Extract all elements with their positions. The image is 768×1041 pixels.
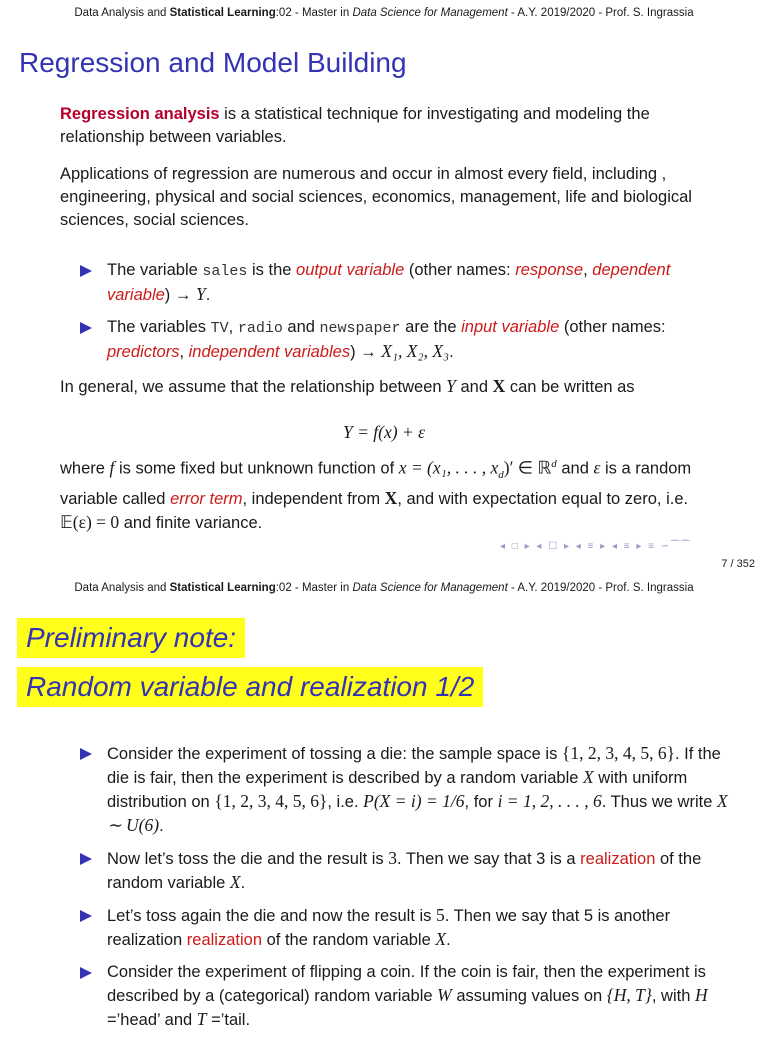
text: and finite variance. [119, 513, 263, 532]
text: . If the die is fair, then the experiment is described by a random variable [107, 745, 721, 787]
slide-header [0, 7, 768, 19]
header-suffix: - A.Y. 2019/2020 - Prof. S. Ingrassia [507, 7, 694, 19]
math-five: 5 [436, 905, 445, 925]
text: . [446, 931, 451, 949]
text: , and with expectation equal to zero, i.e. [397, 489, 689, 508]
page-number: 7 / 352 [721, 558, 755, 570]
header-program: Data Science for Management [352, 7, 508, 19]
bullet-triangle-icon [80, 265, 92, 277]
math-subscript-d: d [498, 468, 504, 481]
code-radio: radio [237, 320, 283, 337]
text: is a random variable called [60, 459, 692, 508]
math-support: {1, 2, 3, 4, 5, 6} [214, 791, 328, 811]
code-newspaper: newspaper [319, 320, 401, 337]
text: of the random variable [262, 931, 436, 949]
slide-title-line2: Random variable and realization 1/2 [17, 667, 483, 707]
paragraph-where [60, 453, 720, 535]
term-dependent-variable: dependent variable [107, 261, 671, 304]
text: Consider the experiment of flipping a coin. If the coin is fair, then the experiment is described by a (categorical) random variable [107, 963, 706, 1005]
term-realization: realization [186, 931, 263, 949]
text: assuming values on [451, 987, 607, 1005]
text: ) → [350, 343, 382, 361]
term-realization: realization [580, 850, 656, 868]
definition-text: is a statistical technique for investigating and modeling the relationship between variables. [60, 105, 650, 146]
bullet-list-variables [80, 259, 710, 373]
math-y: Y [446, 376, 456, 396]
math-x-vars: X₁, X₂, X₃ [381, 341, 450, 361]
text: . Thus we write [601, 793, 717, 811]
math-x: X [435, 929, 447, 949]
term-output-variable: output variable [296, 261, 405, 279]
text: where [60, 459, 110, 478]
paragraph-definition [60, 103, 720, 149]
text: (other names: [404, 261, 516, 279]
equation-model: Y = f(x) + ε [342, 422, 426, 442]
paragraph-applications: Applications of regression are numerous and occur in almost every field, including , engineering, physical and social sciences, economics, management, life and biological sciences, social sciences. [60, 165, 692, 229]
code-tv: TV [210, 320, 229, 337]
text: , with [651, 987, 695, 1005]
text: =’head’ and [107, 1011, 197, 1029]
text: , independent from [242, 489, 385, 508]
header-suffix: - A.Y. 2019/2020 - Prof. S. Ingrassia [507, 582, 694, 594]
math-f: f [109, 457, 115, 478]
math-coin-set: {H, T} [606, 985, 652, 1005]
math-x-bold: X [384, 487, 398, 508]
math-sample-space: {1, 2, 3, 4, 5, 6} [561, 743, 675, 763]
text: . [205, 286, 211, 304]
text: In general, we assume that the relationship between [60, 378, 447, 396]
bullet-realization-3 [80, 847, 730, 895]
text: Consider the experiment of tossing a die: the sample space is [107, 745, 562, 763]
text: . Then we say that 5 is another realization [107, 907, 671, 949]
text: and [455, 378, 493, 396]
text: ) → [164, 286, 196, 304]
math-epsilon: ε [593, 457, 601, 478]
bullet-triangle-icon [80, 322, 92, 334]
math-t: T [196, 1009, 207, 1029]
text: are the [400, 318, 462, 336]
text: , [228, 318, 238, 336]
text: , [179, 343, 189, 361]
header-mid: :02 - Master in [275, 582, 353, 594]
text: . [240, 874, 246, 892]
text: . [449, 343, 454, 361]
text: , i.e. [327, 793, 364, 811]
bullet-realization-5 [80, 904, 730, 952]
text: =’tail. [206, 1011, 251, 1029]
math-x-def-end: )′ ∈ ℝ [503, 457, 552, 478]
text: , for [464, 793, 498, 811]
slide-header [0, 582, 768, 594]
math-expectation: 𝔼(ε) = 0 [60, 511, 120, 532]
bullet-input-variables [80, 316, 710, 364]
text: Let’s toss again the die and now the result is [107, 907, 436, 925]
header-mid: :02 - Master in [275, 7, 353, 19]
term-regression-analysis: Regression analysis [60, 105, 220, 123]
bullet-triangle-icon [80, 853, 92, 865]
text: and [556, 459, 594, 478]
text: and [282, 318, 320, 336]
beamer-navigation-icons[interactable]: ◂ □ ▸ ◂ ☐ ▸ ◂ ≡ ▸ ◂ ≡ ▸ ≡ ∽⁀⁀ [500, 541, 692, 552]
math-x: X [229, 872, 241, 892]
text: (other names: [559, 318, 666, 336]
text: The variable [107, 261, 203, 279]
text: is some fixed but unknown function of [114, 459, 399, 478]
paragraph-general [60, 375, 720, 399]
text: with uniform distribution on [107, 769, 688, 811]
term-error-term: error term [170, 489, 243, 508]
math-uniform: X ∼ U(6) [107, 791, 728, 835]
math-index-range: i = 1, 2, . . . , 6 [497, 791, 602, 811]
header-course: Statistical Learning [169, 582, 276, 594]
math-x-bold: X [492, 376, 506, 396]
term-independent-variables: independent variables [188, 343, 351, 361]
text: can be written as [505, 378, 635, 396]
bullet-triangle-icon [80, 967, 92, 979]
header-prefix: Data Analysis and [74, 582, 170, 594]
code-sales: sales [202, 263, 248, 280]
term-predictors: predictors [107, 343, 180, 361]
text: , [583, 261, 593, 279]
math-x: X [583, 767, 594, 787]
text: . Then we say that 3 is a [397, 850, 581, 868]
bullet-output-variable [80, 259, 710, 307]
math-three: 3 [388, 848, 398, 868]
math-superscript-d: d [551, 458, 557, 470]
text: The variables [107, 318, 211, 336]
slide-title: Regression and Model Building [19, 47, 407, 78]
text: of the random variable [107, 850, 702, 892]
term-input-variable: input variable [461, 318, 560, 336]
header-program: Data Science for Management [352, 582, 508, 594]
slide-title-line1: Preliminary note: [17, 618, 245, 658]
bullet-coin-experiment [80, 961, 730, 1032]
slide-random-variable [0, 578, 768, 1029]
bullet-triangle-icon [80, 910, 92, 922]
math-probability: P(X = i) = 1/6 [363, 791, 465, 811]
math-y: Y [195, 284, 206, 304]
text: . [159, 817, 164, 835]
term-response: response [515, 261, 584, 279]
text: is the [247, 261, 297, 279]
bullet-triangle-icon [80, 748, 92, 760]
math-w: W [437, 985, 452, 1005]
bullet-die-experiment [80, 742, 730, 838]
text: Now let’s toss the die and the result is [107, 850, 389, 868]
math-h: H [695, 985, 708, 1005]
header-course: Statistical Learning [169, 7, 276, 19]
bullet-list-realization [80, 742, 730, 1041]
header-prefix: Data Analysis and [74, 7, 170, 19]
math-x-def: x = (x₁, . . . , x [398, 457, 499, 478]
